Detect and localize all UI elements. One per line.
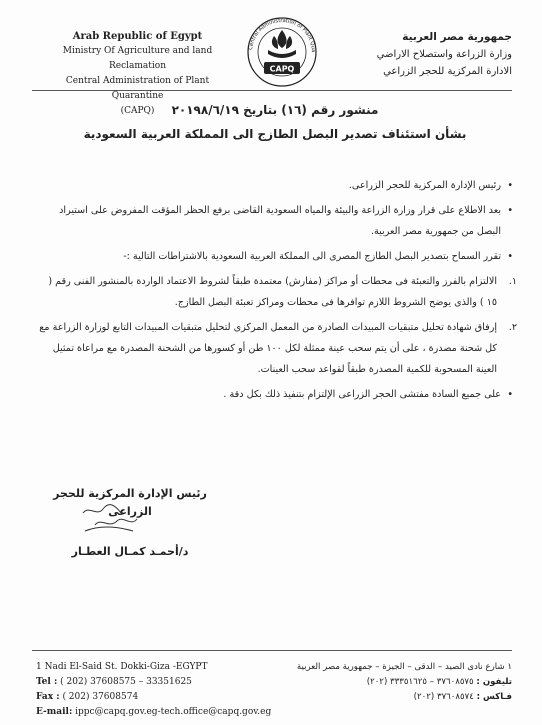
footer-arabic (272, 660, 512, 705)
header-en-administration: Central Administration of Plant Quarantine (65, 76, 210, 101)
footer-ar-tel: تليفون : ٣٧٦٠٨٥٧٥ – ٣٣٣٥١٦٢٥ (٢٠٢) (366, 677, 512, 687)
footer-ar-fax: فـاكس : ٣٧٦٠٨٥٧٤ (٢٠٢) (413, 692, 512, 702)
body-paragraph: • تقرر السماح بتصدير البصل الطازج المصرى الى المملكة العربية السعودية بالاشتراطات التالية :- (38, 246, 513, 267)
capq-logo-icon (238, 12, 326, 88)
header-ar-administration: الادارة المركزية للحجر الزراعي (383, 66, 512, 77)
circular-subject: بشأن استئناف تصدير البصل الطازج الى المملكة العربية السعودية (83, 127, 467, 141)
logo-ring-text: Central Administration of Plant Qua (248, 17, 317, 53)
body-paragraph: • رئيس الإدارة المركزية للحجر الزراعى. (38, 175, 513, 196)
header-divider (32, 90, 512, 91)
numbered-item: ١. الالتزام بالفرز والتعبئة فى محطات أو مراكز (مفارش) معتمدة طبقاً لشروط الاعتماد الواردة بالمنشور الفنى رقم ( ١٥ ) والذى يوضح الشروط اللازم توافرها فى محطات ومراكز تعبئة البصل الطازج. (38, 271, 513, 313)
body-paragraph: • بعد الاطلاع على قرار وزارة الزراعة والبيئة والمياه السعودية القاضى برفع الحظر المؤقت المفروض على استيراد البصل من جمهورية مصر العربية. (38, 200, 513, 242)
footer-en-address: 1 Nadi El-Said St. Dokki-Giza -EGYPT (36, 662, 208, 672)
bullet-icon: • (507, 251, 513, 262)
footer-en-email: E-mail: ippc@capq.gov.eg-tech.office@capq.gov.eg (36, 707, 272, 717)
header-en-ministry: Ministry Of Agriculture and land Reclamation (62, 46, 213, 71)
document-body (38, 175, 517, 409)
bullet-icon: • (507, 389, 513, 400)
header-ar-country: جمهورية مصر العربية (402, 31, 512, 43)
signatory-title: رئيس الإدارة المركزية للحجر الزراعى (53, 487, 207, 518)
footer-en-tel: Tel : ( 202) 37608575 – 33351625 (36, 677, 192, 687)
header-ar-ministry: وزارة الزراعة واستصلاح الاراضي (376, 49, 512, 60)
item-number: ٢. (508, 322, 517, 333)
numbered-item: ٢. إرفاق شهادة تحليل متبقيات المبيدات الصادرة من المعمل المركزى لتحليل متبقيات المبيدات التابع لوزارة الزراعة مع كل شحنة مصدرة ، على أن يتم سحب عينة ممثلة لكل ١٠٠ طن أو كسورها من الشحنة المصدرة مع مراعاة تمثيل العينة المسحوبة للكمية المصدرة طبقاً لقواعد سحب العينات. (38, 317, 513, 380)
document-title (40, 100, 510, 144)
footer-english (36, 660, 276, 720)
header-en-abbrev: (CAPQ) (120, 106, 155, 116)
body-paragraph: • على جميع السادة مفتشى الحجر الزراعى الإلتزام بتنفيذ ذلك بكل دقة . (38, 384, 513, 405)
item-number: ١. (508, 276, 517, 287)
handwritten-signature-icon (75, 503, 145, 537)
circular-number: منشور رقم (١٦) بتاريخ ٢٠١٩٨/٦/١٩ (171, 103, 379, 117)
logo-center-text: CAPQ (269, 64, 295, 74)
header-en-country: Arab Republic of Egypt (72, 31, 203, 42)
bullet-icon: • (507, 205, 513, 216)
footer-ar-address: ١ شارع نادى الصيد – الدقى – الجيزة – جمهورية مصر العربية (296, 662, 512, 672)
header-arabic (332, 29, 512, 80)
signatory-name: د/أحمـد كمـال العطـار (71, 545, 189, 558)
footer-divider (32, 650, 512, 651)
footer-en-fax: Fax : ( 202) 37608574 (36, 692, 139, 702)
bullet-icon: • (507, 180, 513, 191)
